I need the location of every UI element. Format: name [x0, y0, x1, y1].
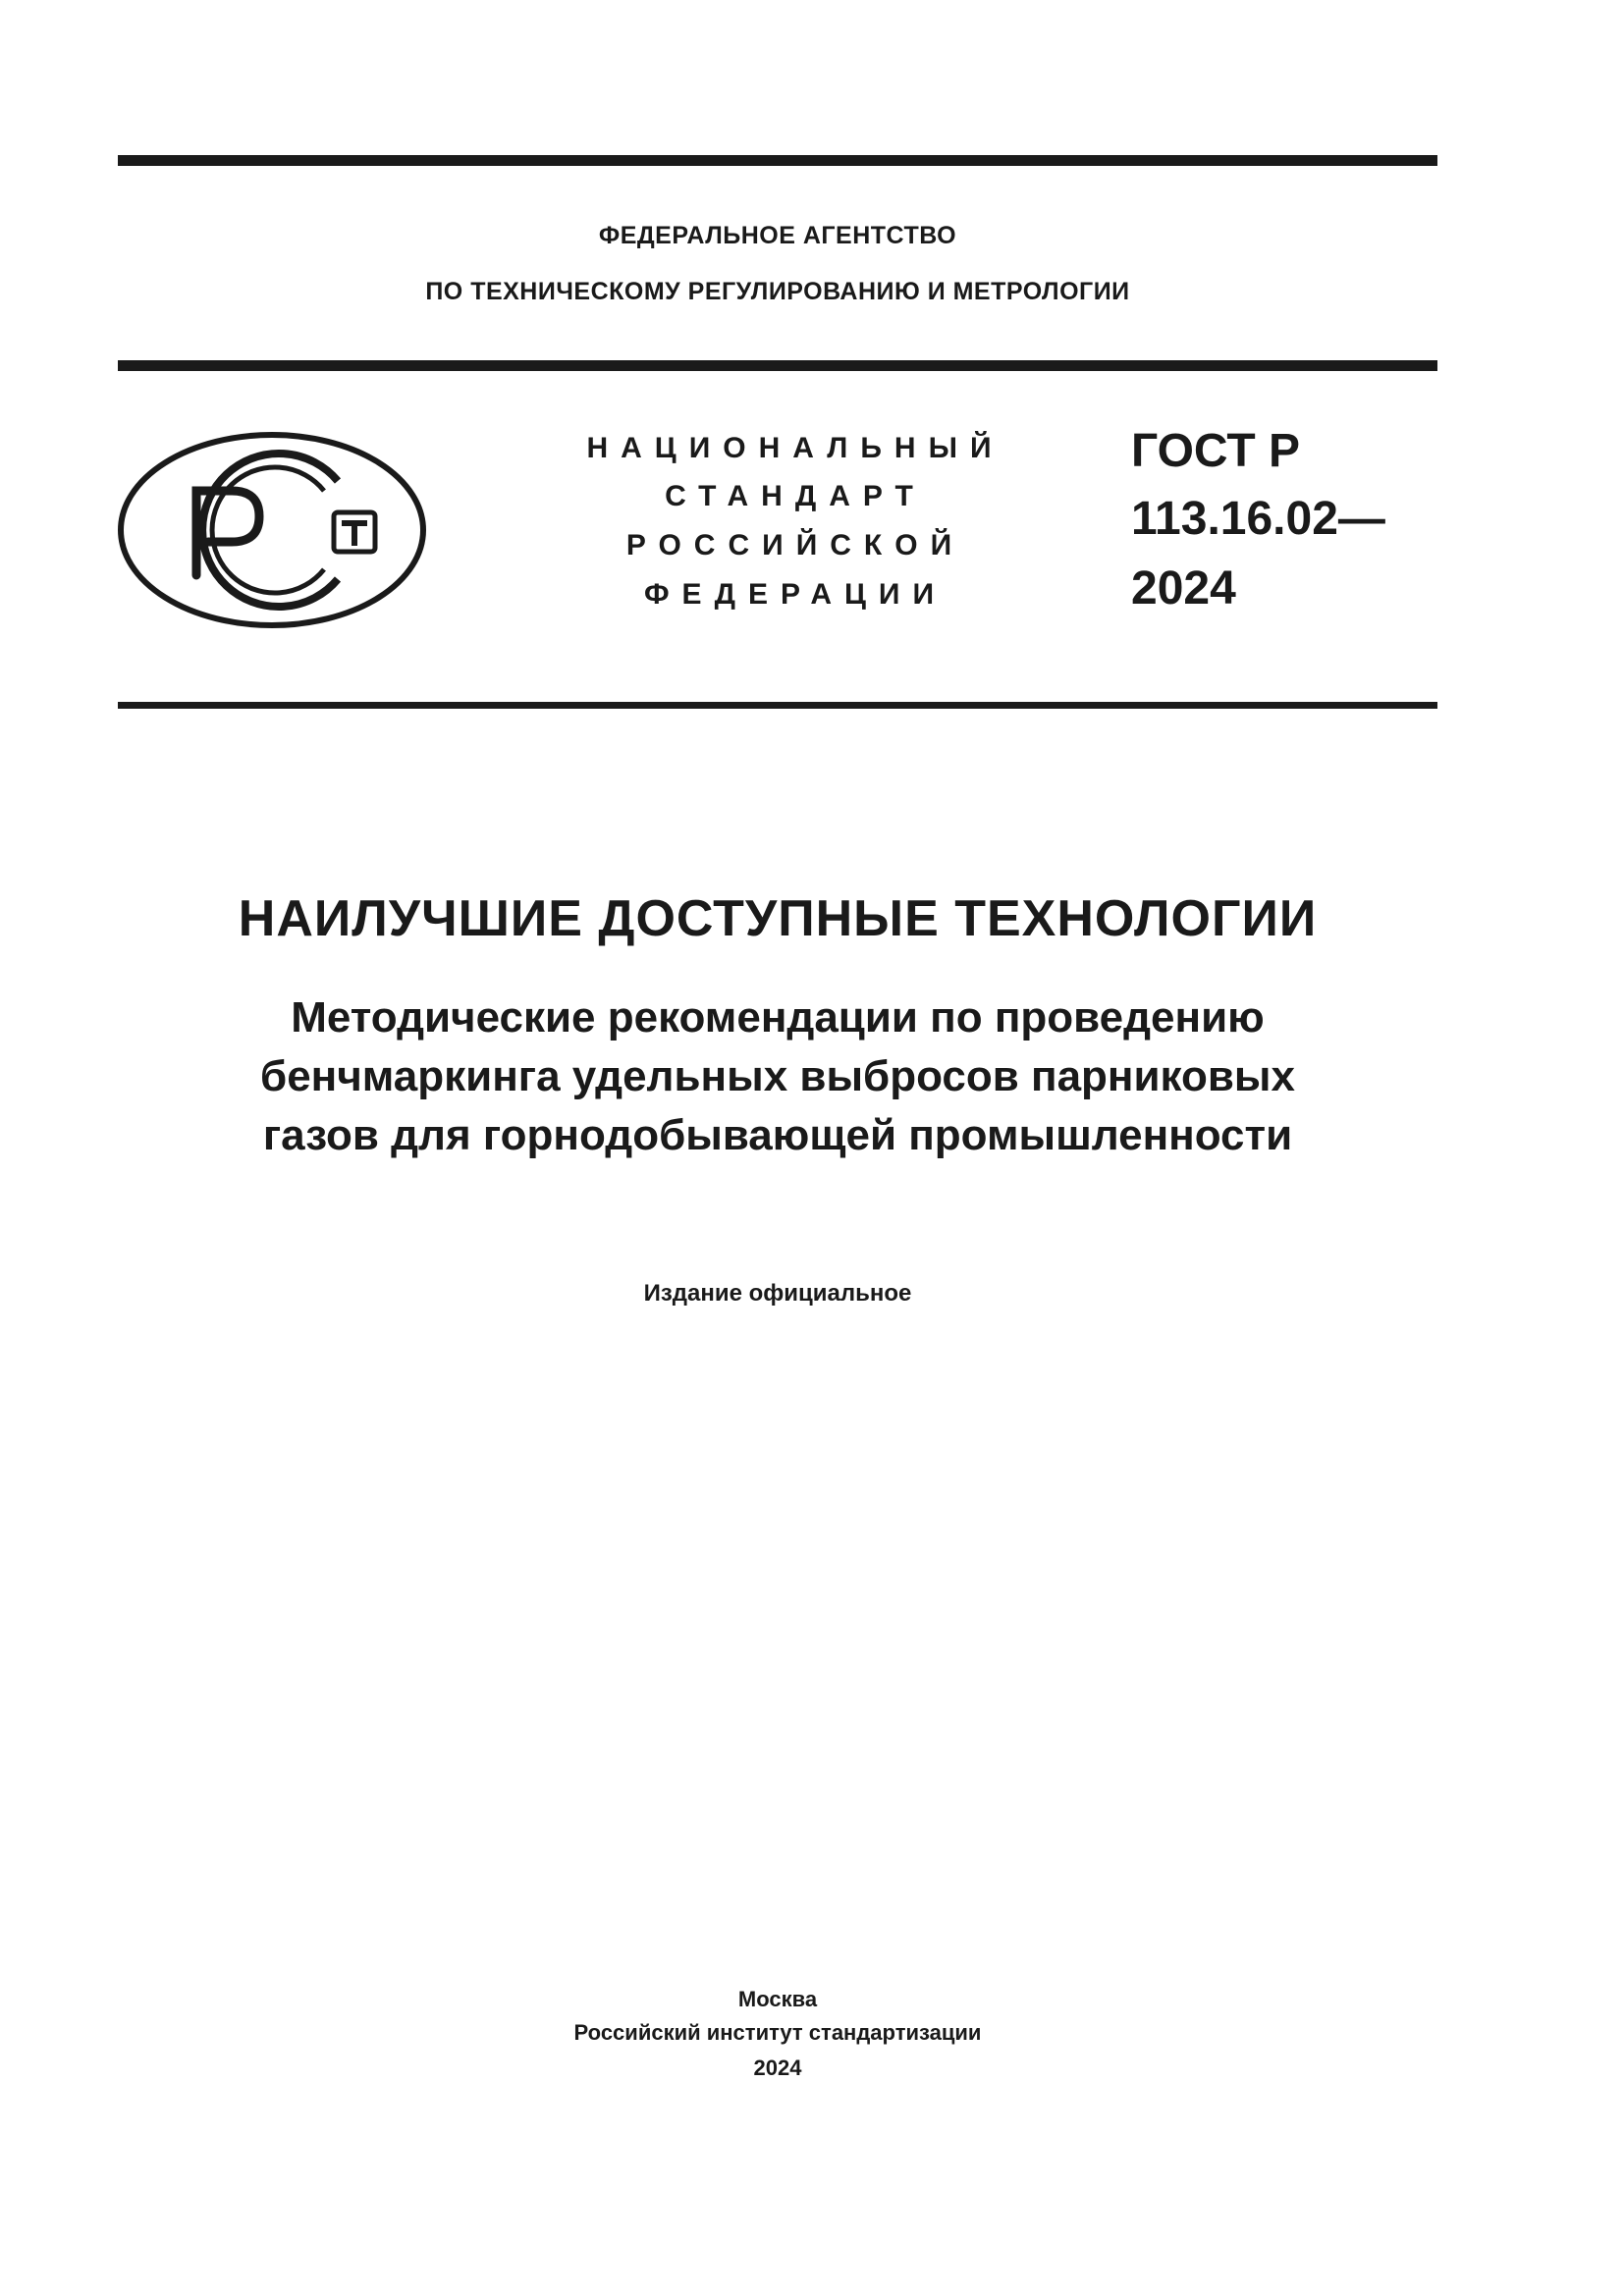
- edition-note: Издание официальное: [643, 1280, 912, 1307]
- document-title: НАИЛУЧШИЕ ДОСТУПНЫЕ ТЕХНОЛОГИИ: [238, 890, 1318, 947]
- standard-designation-line1: ГОСТ Р: [1131, 425, 1301, 477]
- document-subtitle-line2: бенчмаркинга удельных выбросов парниковых: [260, 1052, 1295, 1100]
- standard-type-line4: ФЕДЕРАЦИИ: [643, 578, 947, 611]
- standard-type-line3: РОССИЙСКОЙ: [625, 529, 965, 561]
- imprint-publisher: Российский институт стандартизации: [573, 2020, 982, 2045]
- imprint-city: Москва: [737, 1987, 818, 2011]
- standard-type-line1: НАЦИОНАЛЬНЫЙ: [586, 432, 1004, 464]
- top-rule: [118, 155, 1437, 166]
- designation-divider: [118, 702, 1437, 709]
- rst-gost-mark-icon: [116, 430, 428, 630]
- standard-designation-line3: 2024: [1131, 562, 1236, 614]
- document-subtitle-line3: газов для горнодобывающей промышленности: [262, 1111, 1293, 1159]
- imprint-year: 2024: [753, 2056, 802, 2080]
- header-divider: [118, 360, 1437, 371]
- agency-name-line1: ФЕДЕРАЛЬНОЕ АГЕНТСТВО: [598, 222, 957, 249]
- agency-name-line2: ПО ТЕХНИЧЕСКОМУ РЕГУЛИРОВАНИЮ И МЕТРОЛОГИИ: [425, 278, 1130, 305]
- standard-designation-line2: 113.16.02—: [1131, 493, 1385, 545]
- document-subtitle-line1: Методические рекомендации по проведению: [291, 993, 1265, 1041]
- standard-type-line2: СТАНДАРТ: [665, 480, 926, 512]
